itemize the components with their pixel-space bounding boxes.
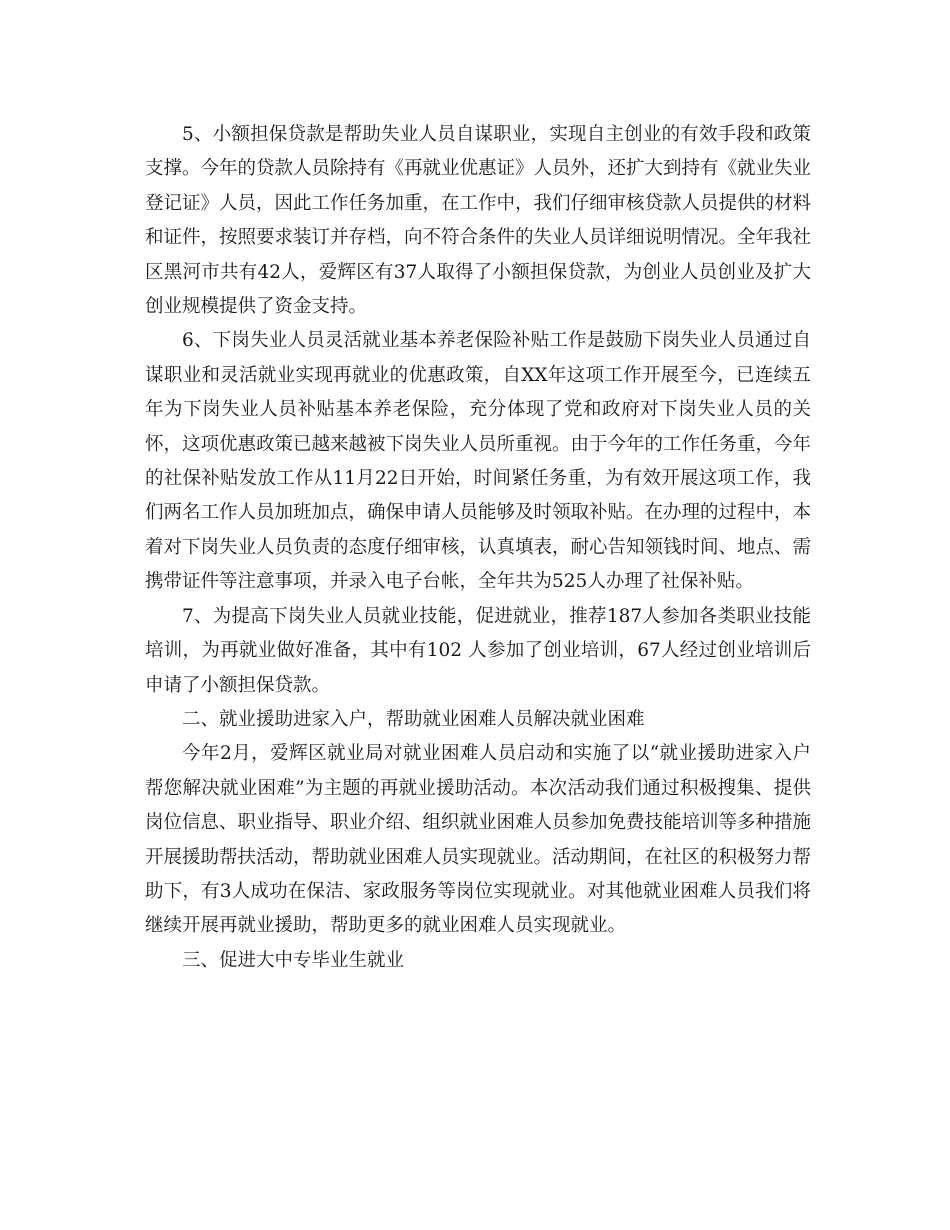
document-body xyxy=(145,118,811,978)
section-heading-graduates: 三、促进大中专毕业生就业 xyxy=(182,949,405,971)
paragraph-loan: 5、小额担保贷款是帮助失业人员自谋职业，实现自主创业的有效手段和政策支撑。今年的贷款人员除持有《再就业优惠证》人员外，还扩大到持有《就业失业登记证》人员，因此工作任务加重，在工作中，我们仔细审核贷款人员提供的材料和证件，按照要求装订并存档，向不符合条件的失业人员详细说明情况。全年我社区黑河市共有42人，爱辉区有37人取得了小额担保贷款，为创业人员创业及扩大创业规模提供了资金支持。 xyxy=(145,124,812,318)
paragraph-pension-subsidy: 6、下岗失业人员灵活就业基本养老保险补贴工作是鼓励下岗失业人员通过自谋职业和灵活就业实现再就业的优惠政策，自XX年这项工作开展至今，已连续五年为下岗失业人员补贴基本养老保险，充分体现了党和政府对下岗失业人员的关怀，这项优惠政策已越来越被下岗失业人员所重视。由于今年的工作任务重，今年的社保补贴发放工作从11月22日开始，时间紧任务重，为有效开展这项工作，我们两名工作人员加班加点，确保申请人员能够及时领取补贴。在办理的过程中，本着对下岗失业人员负责的态度仔细审核，认真填表，耐心告知领钱时间、地点、需携带证件等注意事项，并录入电子台帐，全年共为525人办理了社保补贴。 xyxy=(145,330,812,593)
paragraph-skills-training: 7、为提高下岗失业人员就业技能，促进就业，推荐187人参加各类职业技能培训，为再就业做好准备，其中有102 人参加了创业培训，67人经过创业培训后申请了小额担保贷款。 xyxy=(145,605,811,696)
paragraph-employment-aid: 今年2月，爱辉区就业局对就业困难人员启动和实施了以“就业援助进家入户 帮您解决就业困难”为主题的再就业援助活动。本次活动我们通过积极搜集、提供岗位信息、职业指导、职业介绍、组织就业困难人员参加免费技能培训等多种措施开展援助帮扶活动，帮助就业困难人员实现就业。活动期间，在社区的积极努力帮助下，有3人成功在保洁、家政服务等岗位实现就业。对其他就业困难人员我们将继续开展再就业援助，帮助更多的就业困难人员实现就业。 xyxy=(145,743,812,937)
section-heading-employment-aid: 二、就业援助进家入户，帮助就业困难人员解决就业困难 xyxy=(182,708,645,730)
